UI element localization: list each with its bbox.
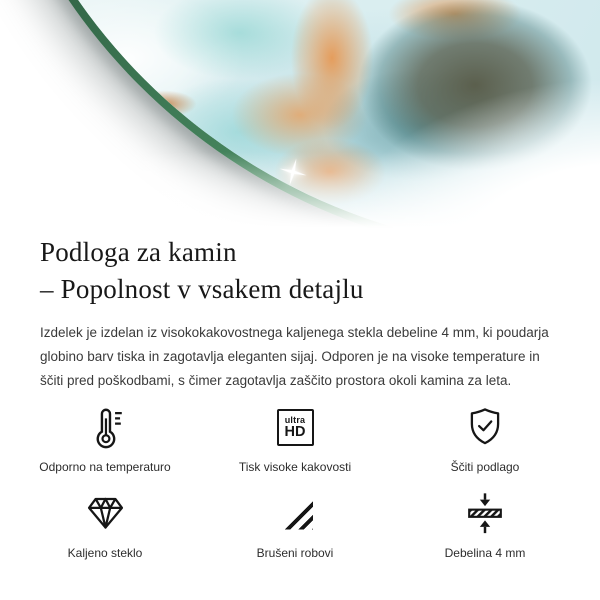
- features-grid: [0, 404, 600, 560]
- feature-item-temperature: [10, 404, 200, 474]
- feature-item-protection: [390, 404, 580, 474]
- thermometer-icon: [10, 404, 200, 450]
- marble-print: [0, 0, 600, 230]
- feature-label: Debelina 4 mm: [444, 546, 526, 560]
- feature-item-tempered-glass: [10, 490, 200, 560]
- product-description: Izdelek je izdelan iz visokokakovostnega kaljenega stekla debeline 4 mm, ki poudarja globino barv tiska in zagotavlja eleganten sijaj. Odporen je na visoke temperature in ščiti pred poškodbami, s čimer zagotavlja zaščito prostora okoli kamina za leta.: [40, 325, 549, 388]
- page-title: [40, 234, 600, 308]
- diamond-icon: [10, 490, 200, 536]
- product-image: [0, 0, 600, 230]
- feature-label: Ščiti podlago: [450, 460, 520, 474]
- page-title-line2: – Popolnost v vsakem detajlu: [40, 274, 364, 304]
- glass-panel-edge: [0, 0, 600, 230]
- ultra-hd-icon: [200, 404, 390, 450]
- feature-item-ground-edges: [200, 490, 390, 560]
- shield-check-icon: [390, 404, 580, 450]
- thickness-icon: [390, 490, 580, 536]
- feature-label: Kaljeno steklo: [67, 546, 143, 560]
- glass-panel-face: [0, 0, 600, 230]
- feature-label: Brušeni robovi: [256, 546, 334, 560]
- ultra-hd-badge-bottom: HD: [284, 424, 306, 440]
- ultra-hd-badge-top: ultra: [284, 415, 306, 425]
- feature-label: Odporno na temperaturo: [39, 460, 171, 474]
- brushed-edges-icon: [200, 490, 390, 536]
- feature-label: Tisk visoke kakovosti: [238, 460, 352, 474]
- feature-item-thickness: [390, 490, 580, 560]
- feature-item-print-quality: [200, 404, 390, 474]
- page-title-line1: Podloga za kamin: [40, 237, 237, 267]
